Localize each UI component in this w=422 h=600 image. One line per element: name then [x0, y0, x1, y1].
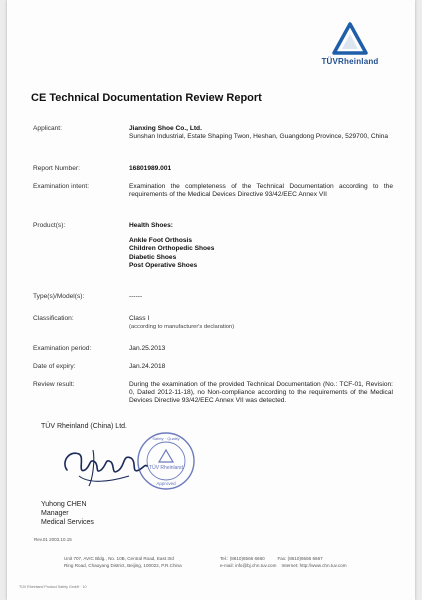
- types-models-value: ------: [129, 293, 143, 300]
- product-item: Ankle Foot Orthosis: [129, 237, 193, 245]
- footer-fax: Fax: (8610)6566 6667: [277, 556, 323, 561]
- examination-intent-value: Examination the completeness of the Technical Documentation according to the requirements of the Medical Devices Directive 93/42/EEC Annex VII: [129, 183, 393, 199]
- footer-contact: [220, 555, 347, 569]
- classification-value: Class I: [129, 315, 150, 322]
- types-models-label: Type(s)/Model(s):: [33, 293, 85, 300]
- report-number-value: 16801989.001: [129, 165, 172, 172]
- approval-stamp: [135, 430, 197, 492]
- triangle-logo-icon: [332, 22, 368, 56]
- product-item: Post Operative Shoes: [129, 261, 198, 269]
- stamp-top-text: Safety · Quality: [152, 436, 180, 441]
- signatory-block: [41, 500, 94, 527]
- product-item: Diabetic Shoes: [129, 253, 177, 261]
- applicant-address: Sunshan Industrial, Estate Shaping Twon, Heshan, Guangdong Province, 529700, China: [129, 133, 389, 141]
- page-title: CE Technical Documentation Review Report: [31, 92, 262, 104]
- products-label: Product(s):: [33, 222, 66, 229]
- products-heading: Health Shoes:: [129, 222, 173, 229]
- review-result-label: Review result:: [33, 381, 75, 388]
- footer-address-line: Unit 707, AVIC Bldg., No. 10B, Central Road, East 3rd: [64, 556, 174, 561]
- product-item: Children Orthopedic Shoes: [129, 245, 215, 253]
- classification-note: (according to manufacturer's declaration): [129, 324, 235, 331]
- report-number-label: Report Number:: [33, 165, 80, 172]
- footer-internet: Internet: http://www.chn.tuv.com: [281, 563, 347, 568]
- date-of-expiry-value: Jan.24.2018: [129, 363, 166, 370]
- examination-period-label: Examination period:: [33, 345, 92, 352]
- stamp-bottom-text: Approved: [156, 481, 176, 486]
- applicant-name: Jianxing Shoe Co., Ltd.: [129, 125, 202, 132]
- footer-tel: Tel.: (8610)6566 6660: [220, 556, 265, 561]
- examination-period-value: Jan.25.2013: [129, 345, 166, 352]
- signatory-name: Yuhong CHEN: [41, 501, 87, 508]
- applicant-label: Applicant:: [33, 125, 62, 132]
- classification-label: Classification:: [33, 315, 74, 322]
- stamp-center-text: TÜV Rheinland: [149, 465, 183, 471]
- date-of-expiry-label: Date of expiry:: [33, 363, 76, 370]
- footer-email: e-mail: info@bj.chn.tuv.com: [220, 563, 277, 568]
- examination-intent-label: Examination intent:: [33, 183, 90, 190]
- certificate-page: [7, 0, 415, 600]
- logo-text: TÜVRheinland: [321, 57, 379, 66]
- footer-address-line: Ring Road, Chaoyang District, Beijing, 100022, P.R.China: [64, 563, 182, 568]
- review-result-value: During the examination of the provided Technical Documentation (No.: TCF-01, Revision: 0, Dated 2012-11-18), no Non-compliance according to the requirements of the Medical Devices Directive 93/42/EEC Annex VII was detected.: [129, 381, 393, 405]
- tuv-logo: [315, 22, 385, 66]
- fine-print: TÜV Rheinland Product Safety GmbH · 10: [19, 585, 87, 589]
- signatory-department: Medical Services: [41, 519, 94, 526]
- signatory-title: Manager: [41, 510, 69, 517]
- footer-address: [64, 555, 182, 569]
- signatory-organization: TÜV Rheinland (China) Ltd.: [41, 423, 127, 430]
- revision-note: Rev.01 2003.10.15: [34, 537, 72, 542]
